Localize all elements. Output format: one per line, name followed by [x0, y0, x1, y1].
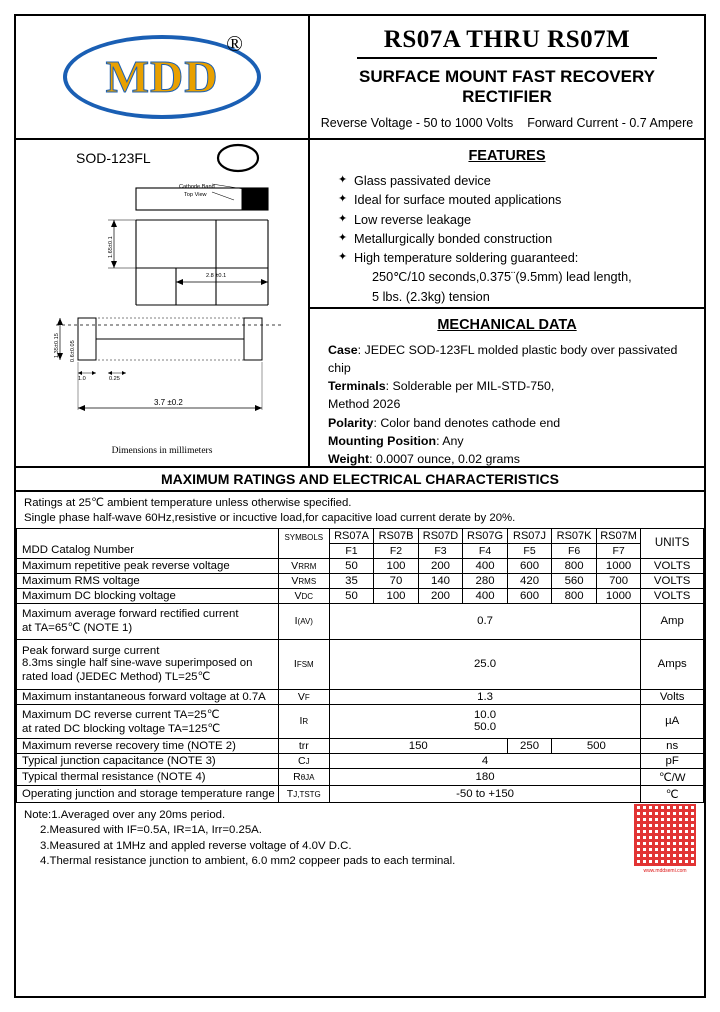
symbol-sub: RMS	[298, 576, 317, 586]
ratings-note-line1: Ratings at 25℃ ambient temperature unless otherwise specified.	[24, 497, 352, 509]
param-value: 600	[507, 558, 552, 573]
mech-polarity-row	[328, 414, 694, 432]
symbol-sub: θJA	[300, 772, 315, 782]
symbol-sub: R	[302, 717, 309, 727]
symbol-sub: (AV)	[297, 617, 313, 627]
mech-method-row: Method 2026	[328, 397, 401, 412]
symbols-header: SYMBOLS	[278, 528, 329, 543]
qr-caption: www.mddsemi.com	[643, 867, 687, 874]
list-item	[338, 249, 694, 268]
param-value-line2: 50.0	[473, 721, 497, 734]
param-value: 200	[418, 558, 463, 573]
param-value: 600	[507, 588, 552, 603]
symbol-main: V	[291, 559, 299, 572]
ratings-note-line2: Single phase half-wave 60Hz,resistive or incuctive load,for capacitive load current derate by 20%.	[24, 511, 516, 524]
registered-mark-icon: ®	[226, 31, 243, 56]
table-row	[17, 704, 704, 738]
table-row	[17, 785, 704, 802]
soldering-note-2: 5 lbs. (2.3kg) tension	[372, 289, 490, 304]
param-units: VOLTS	[641, 573, 704, 588]
param-label-line2: at rated DC blocking voltage TA=125℃	[22, 723, 221, 736]
param-value: 25.0	[329, 639, 641, 689]
table-row	[17, 588, 704, 603]
part-number-header: RS07K	[552, 528, 597, 543]
param-units: VOLTS	[641, 558, 704, 573]
list-item	[338, 211, 694, 230]
symbol-main: V	[291, 574, 299, 587]
part-code: F6	[552, 543, 597, 558]
mech-weight-value: : 0.0007 ounce, 0.02 grams	[369, 451, 520, 466]
table-row	[17, 558, 704, 573]
device-type: SURFACE MOUNT FAST RECOVERY RECTIFIER	[359, 67, 655, 106]
qr-code-icon	[634, 804, 696, 866]
dim-e-label: 1.0	[78, 376, 86, 382]
part-code: F4	[463, 543, 508, 558]
param-value: 400	[463, 588, 508, 603]
param-value: 140	[418, 573, 463, 588]
title-cell	[310, 16, 704, 138]
features-list	[320, 172, 694, 268]
param-symbol	[278, 603, 329, 639]
list-item	[338, 172, 694, 191]
param-label-line1: Maximum DC reverse current TA=25℃	[22, 709, 220, 722]
table-row	[17, 573, 704, 588]
bullet-icon: ✦	[338, 212, 348, 225]
feature-text: Low reverse leakage	[354, 212, 472, 227]
param-label: Maximum instantaneous forward voltage at 0.7A	[17, 689, 279, 704]
param-value: 700	[596, 573, 641, 588]
param-label-line2: 8.3ms single half sine-wave superimposed on	[22, 657, 253, 670]
mechanical-title: MECHANICAL DATA	[437, 317, 577, 334]
param-symbol	[278, 573, 329, 588]
param-symbol	[278, 689, 329, 704]
notes-section	[16, 803, 704, 874]
symbol-main: I	[299, 715, 303, 728]
catalog-number-header: MDD Catalog Number	[17, 528, 279, 558]
param-symbol	[278, 768, 329, 785]
symbol-sub: F	[304, 692, 310, 702]
param-units: Amp	[641, 603, 704, 639]
param-label-line1: Peak forward surge current	[22, 645, 160, 658]
mech-case-value: : JEDEC SOD-123FL molded plastic body over passivated chip	[328, 343, 678, 376]
page-title: RS07A THRU RS07M	[383, 26, 631, 53]
param-units: ℃/W	[641, 768, 704, 785]
dim-d-label: 0.6±0.05	[70, 340, 76, 362]
mech-mounting-row	[328, 432, 694, 450]
dim-f-label: 0.25	[109, 376, 120, 382]
part-number-header: RS07G	[463, 528, 508, 543]
drawing-footer-note: Dimensions in millimeters	[111, 446, 213, 456]
mech-case-label: Case	[328, 343, 358, 358]
qr-code[interactable]	[634, 804, 696, 874]
symbol-main: V	[297, 690, 305, 703]
logo-cell	[16, 16, 310, 138]
part-code: F7	[596, 543, 641, 558]
param-label-line1: Maximum average forward rectified current	[22, 608, 239, 621]
part-code: F1	[329, 543, 374, 558]
symbol-main: I	[294, 615, 298, 628]
param-label: Maximum DC blocking voltage	[17, 588, 279, 603]
param-value: 1000	[596, 558, 641, 573]
datasheet-page	[14, 14, 706, 998]
param-units: µA	[641, 704, 704, 738]
param-value: 400	[463, 558, 508, 573]
param-value: 50	[329, 558, 374, 573]
param-symbol	[278, 639, 329, 689]
mech-terminals-row	[328, 377, 694, 395]
package-drawing	[16, 140, 310, 466]
param-units: ℃	[641, 785, 704, 802]
symbol-main: I	[293, 658, 297, 671]
param-label: Typical thermal resistance (NOTE 4)	[17, 768, 279, 785]
part-number-header: RS07D	[418, 528, 463, 543]
param-value: 800	[552, 558, 597, 573]
ratings-table	[16, 528, 704, 803]
symbol-sub: DC	[301, 591, 314, 601]
symbol-main: C	[298, 754, 306, 767]
param-value: 800	[552, 588, 597, 603]
param-value: 100	[374, 588, 419, 603]
param-value: 100	[374, 558, 419, 573]
feature-text: Glass passivated device	[354, 174, 491, 188]
param-value: 560	[552, 573, 597, 588]
param-label	[17, 704, 279, 738]
mech-mounting-value: : Any	[436, 433, 464, 448]
ratings-section-title: MAXIMUM RATINGS AND ELECTRICAL CHARACTERISTICS	[16, 468, 704, 492]
param-label: Operating junction and storage temperature range	[17, 785, 279, 802]
param-value: 50	[329, 588, 374, 603]
middle-section	[16, 140, 704, 468]
mech-weight-label: Weight	[328, 451, 370, 466]
dim-g-label: 3.7 ±0.2	[154, 398, 183, 407]
param-label	[17, 603, 279, 639]
logo	[63, 31, 261, 119]
param-value: 280	[463, 573, 508, 588]
param-units: Volts	[641, 689, 704, 704]
soldering-note-1: 250℃/10 seconds,0.375¨(9.5mm) lead length,	[372, 270, 632, 285]
param-label: Typical junction capacitance (NOTE 3)	[17, 753, 279, 768]
param-value: 4	[329, 753, 641, 768]
note-item-1: 1.Averaged over any 20ms period.	[51, 808, 226, 821]
features-block	[310, 140, 704, 309]
top-view-label: Top View	[184, 192, 207, 198]
package-label: SOD-123FL	[76, 150, 151, 166]
symbol-main: R	[293, 770, 301, 783]
units-header: UNITS	[641, 528, 704, 558]
part-code: F3	[418, 543, 463, 558]
header	[16, 16, 704, 140]
param-units: pF	[641, 753, 704, 768]
table-row	[17, 639, 704, 689]
feature-text: Metallurgically bonded construction	[354, 231, 553, 246]
param-value: 70	[374, 573, 419, 588]
logo-text: MDD	[105, 51, 219, 102]
mech-terminals-label: Terminals	[328, 379, 386, 394]
param-value: 500	[552, 738, 641, 753]
param-label-line3: rated load (JEDEC Method) TL=25℃	[22, 671, 211, 684]
note-item-3: 3.Measured at 1MHz and appled reverse voltage of 4.0V D.C.	[40, 839, 352, 852]
symbol-main: T	[286, 787, 294, 800]
mech-terminals-value: : Solderable per MIL-STD-750,	[385, 379, 555, 394]
symbol-main: V	[294, 589, 302, 602]
forward-current-spec: Forward Current - 0.7 Ampere	[527, 116, 694, 130]
param-value: 250	[507, 738, 552, 753]
package-outline-svg	[16, 140, 308, 440]
note-item-2: 2.Measured with IF=0.5A, IR=1A, Irr=0.25A.	[40, 824, 262, 837]
dim-c-label: 1.35±0.15	[54, 333, 60, 358]
part-number-header: RS07J	[507, 528, 552, 543]
bullet-icon: ✦	[338, 251, 348, 264]
param-label: Maximum reverse recovery time (NOTE 2)	[17, 738, 279, 753]
param-label-line2: at TA=65℃ (NOTE 1)	[22, 622, 133, 635]
param-value-line1: 10.0	[473, 709, 497, 722]
param-units: Amps	[641, 639, 704, 689]
table-row	[17, 738, 704, 753]
param-value: 1000	[596, 588, 641, 603]
table-header-row-parts	[17, 528, 704, 543]
features-title: FEATURES	[468, 148, 546, 164]
table-row	[17, 603, 704, 639]
part-code: F5	[507, 543, 552, 558]
symbol-sub: J	[305, 756, 310, 766]
param-value: 180	[329, 768, 641, 785]
feature-text: Ideal for surface mouted applications	[354, 193, 562, 208]
param-label: Maximum RMS voltage	[17, 573, 279, 588]
notes-heading: Note:	[24, 808, 52, 821]
mech-mounting-label: Mounting Position	[328, 433, 437, 448]
param-symbol	[278, 753, 329, 768]
symbol-sub: J,TSTG	[293, 789, 321, 799]
param-value: 35	[329, 573, 374, 588]
mech-case-row	[328, 341, 694, 377]
ratings-conditions	[16, 492, 704, 528]
part-number-header: RS07M	[596, 528, 641, 543]
features-mechanical-cell	[310, 140, 704, 466]
param-label	[17, 639, 279, 689]
param-value: 200	[418, 588, 463, 603]
table-row	[17, 689, 704, 704]
list-item	[338, 230, 694, 249]
bullet-icon: ✦	[338, 174, 348, 186]
feature-text: High temperature soldering guaranteed:	[354, 251, 579, 266]
param-value: 1.3	[329, 689, 641, 704]
param-symbol	[278, 704, 329, 738]
param-value: 150	[329, 738, 507, 753]
mech-polarity-label: Polarity	[328, 415, 374, 430]
param-value	[329, 704, 641, 738]
symbol-sub: FSM	[296, 660, 314, 670]
note-item-4: 4.Thermal resistance junction to ambient, 6.0 mm2 coppeer pads to each terminal.	[40, 855, 456, 868]
part-number-header: RS07B	[374, 528, 419, 543]
mech-weight-row	[328, 450, 694, 468]
cathode-band-label: Cathode Band	[179, 184, 215, 190]
param-value: 0.7	[329, 603, 641, 639]
table-row	[17, 753, 704, 768]
part-number-header: RS07A	[329, 528, 374, 543]
dim-b-label: 2.8 ±0.1	[206, 273, 227, 279]
param-units: ns	[641, 738, 704, 753]
header-specs	[320, 116, 694, 130]
param-symbol	[278, 558, 329, 573]
symbols-header-spacer	[278, 543, 329, 558]
param-units: VOLTS	[641, 588, 704, 603]
param-symbol	[278, 785, 329, 802]
part-code: F2	[374, 543, 419, 558]
symbol-sub: RRM	[298, 561, 317, 571]
mech-polarity-value: : Color band denotes cathode end	[373, 415, 561, 430]
mechanical-block	[310, 309, 704, 468]
param-label: Maximum repetitive peak reverse voltage	[17, 558, 279, 573]
table-row	[17, 768, 704, 785]
list-item	[338, 191, 694, 210]
reverse-voltage-spec: Reverse Voltage - 50 to 1000 Volts	[320, 116, 514, 130]
mechanical-body	[320, 341, 694, 468]
dim-a-label: 1.65±0.1	[108, 236, 114, 258]
param-value: -50 to +150	[329, 785, 641, 802]
param-value: 420	[507, 573, 552, 588]
notes-heading-line	[24, 808, 696, 824]
bullet-icon: ✦	[338, 231, 348, 244]
param-symbol	[278, 588, 329, 603]
bullet-icon: ✦	[338, 193, 348, 206]
title-underline	[357, 57, 657, 59]
param-symbol: trr	[278, 738, 329, 753]
